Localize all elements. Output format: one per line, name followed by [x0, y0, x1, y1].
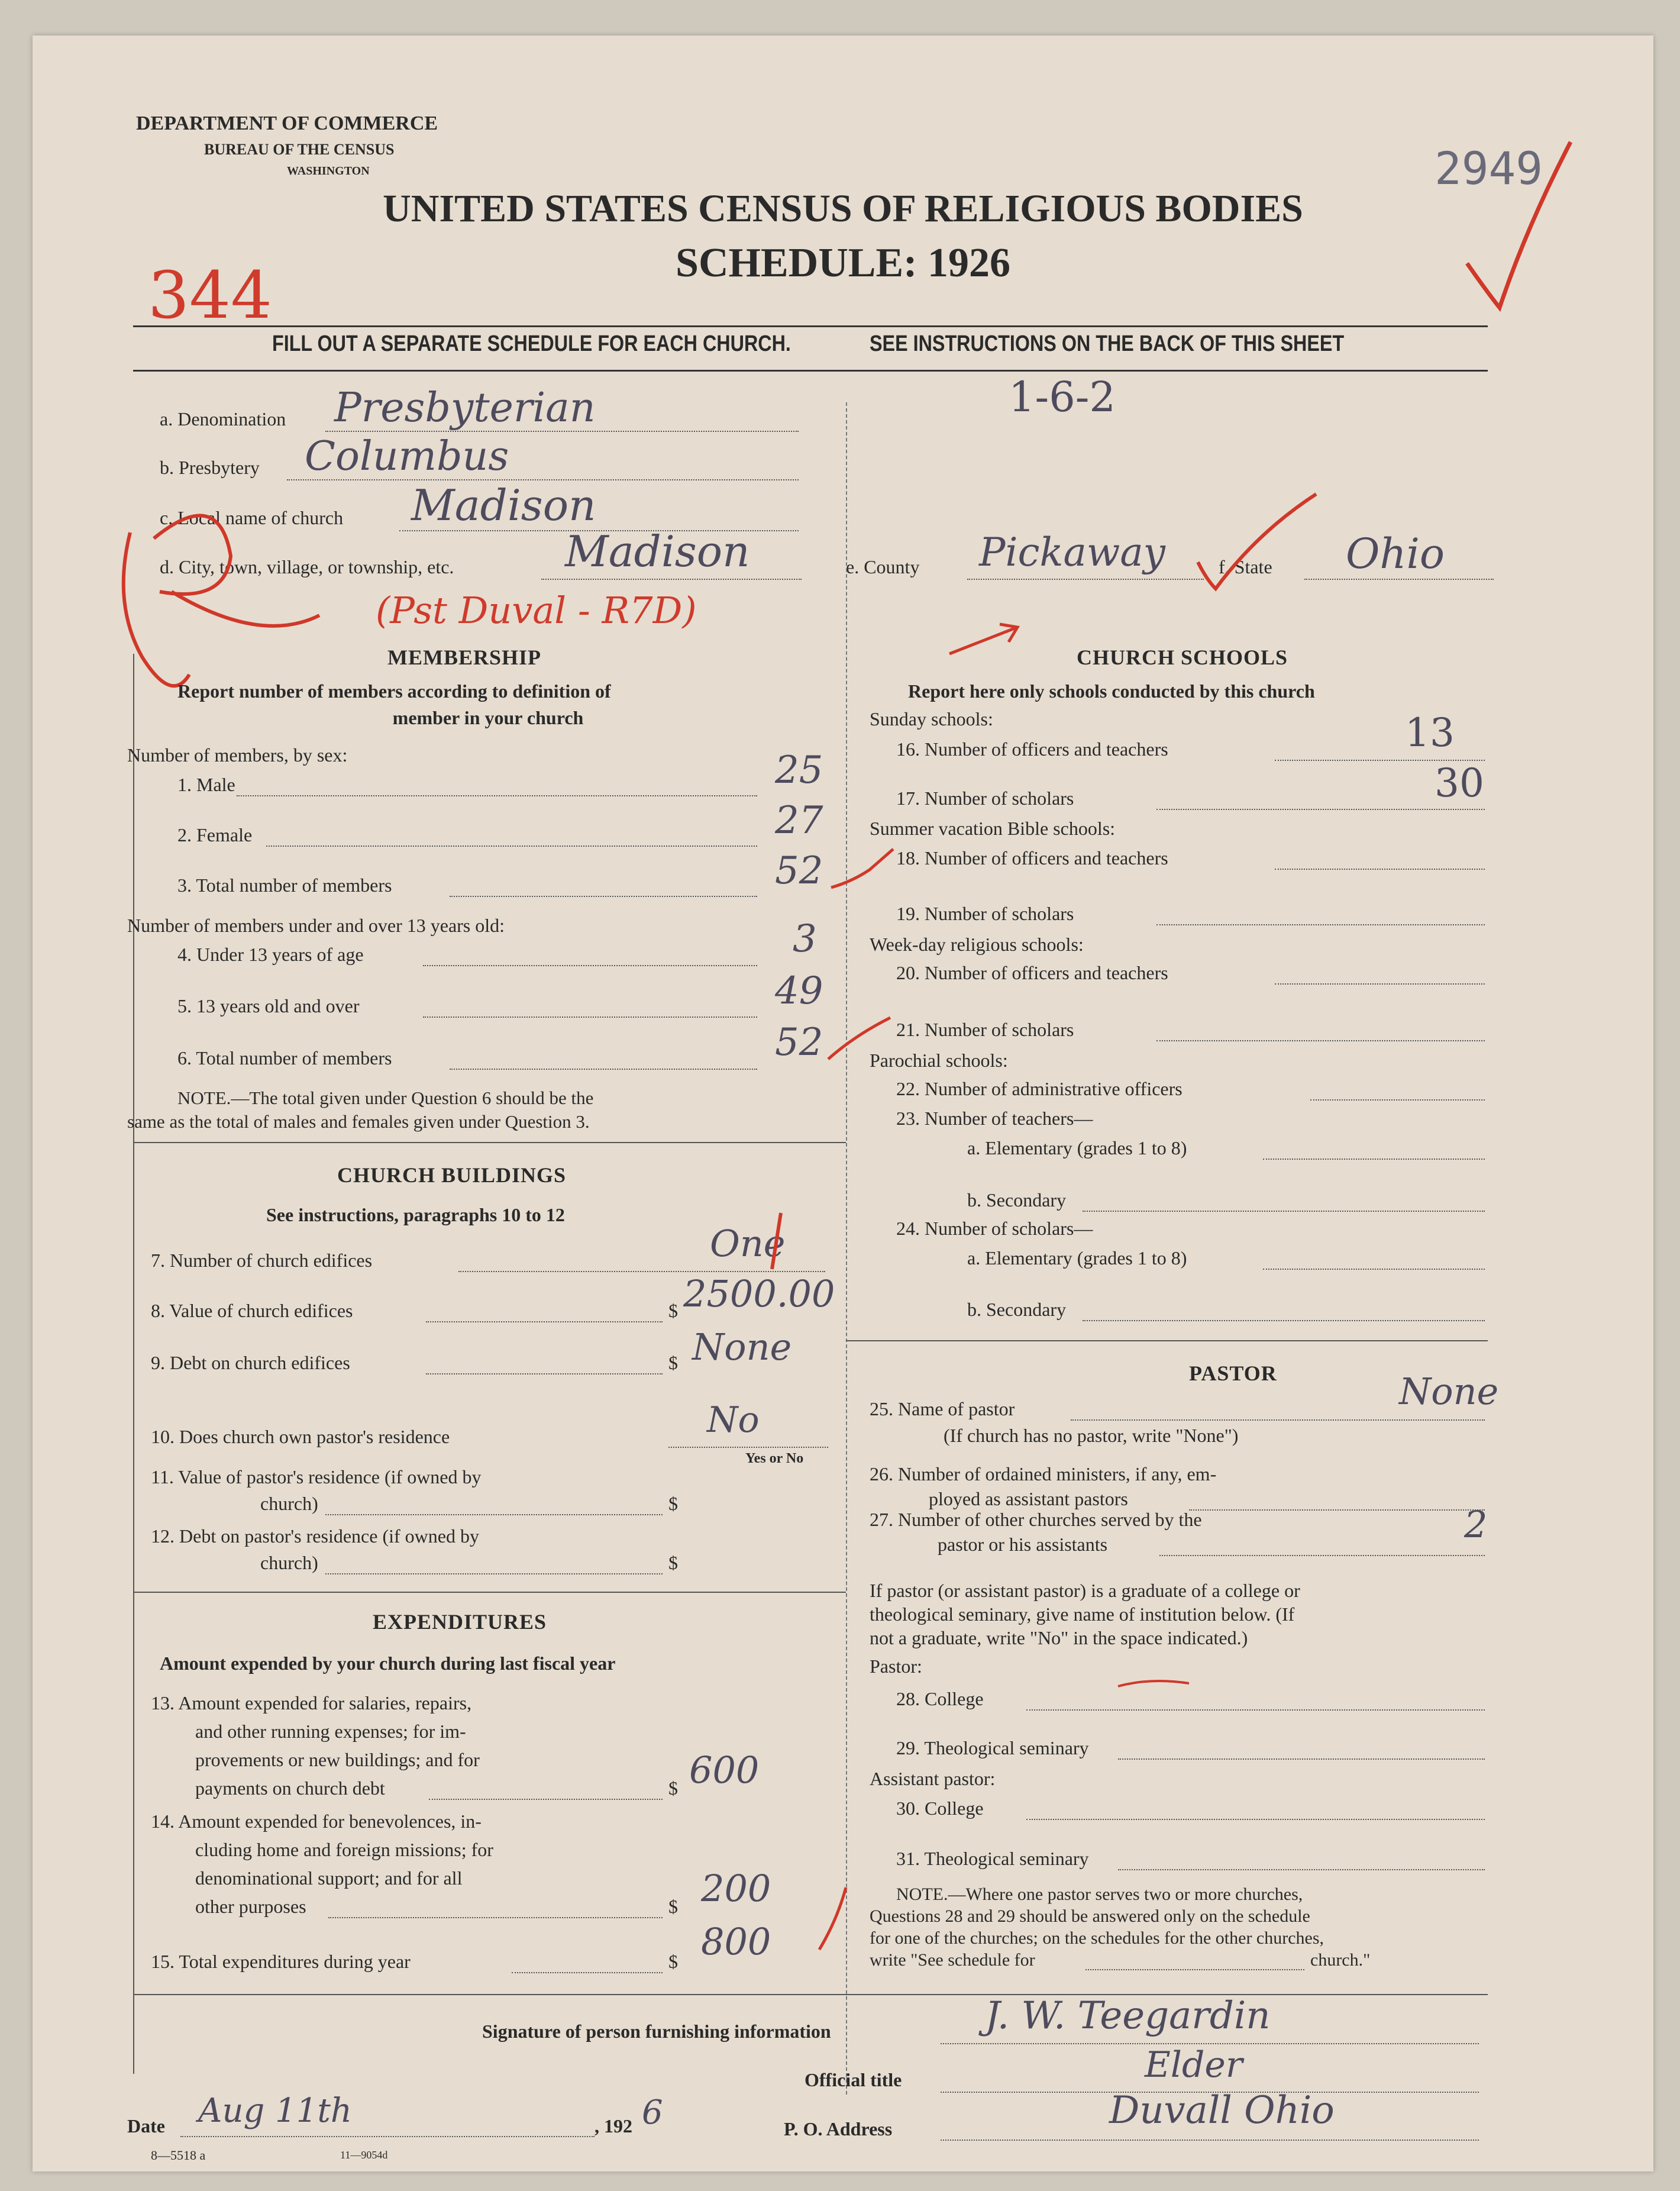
presbytery-label: b. Presbytery [160, 457, 260, 478]
q22-label: 22. Number of administrative officers [896, 1078, 1183, 1099]
members-by-sex-label: Number of members, by sex: [127, 744, 348, 766]
stamp-number: 2949 [1435, 142, 1543, 195]
pastor-note-1: NOTE.—Where one pastor serves two or more churches, [896, 1885, 1303, 1904]
q8-line [426, 1321, 663, 1322]
state-value[interactable]: Ohio [1346, 530, 1445, 578]
membership-intro-2: member in your church [392, 707, 584, 728]
q3-line [450, 896, 757, 897]
county-label: e. County [846, 556, 920, 577]
q27-label-1: 27. Number of other churches served by the [870, 1509, 1202, 1530]
q23a-label: a. Elementary (grades 1 to 8) [967, 1137, 1187, 1159]
q31-line [1118, 1869, 1485, 1870]
expenditures-subheading: Amount expended by your church during last fiscal year [160, 1653, 616, 1674]
city-line [541, 579, 802, 580]
city-value[interactable]: Madison [565, 527, 750, 576]
q15-dollar: $ [668, 1951, 678, 1972]
census-schedule-sheet [33, 36, 1653, 2171]
form-subtitle: SCHEDULE: 1926 [676, 240, 1010, 286]
q10-label: 10. Does church own pastor's residence [151, 1426, 450, 1447]
date-value[interactable]: Aug 11th [198, 2092, 352, 2130]
q14-dollar: $ [668, 1896, 678, 1917]
county-value[interactable]: Pickaway [979, 530, 1165, 575]
q9-dollar: $ [668, 1352, 678, 1373]
pastor-heading: PASTOR [1189, 1361, 1277, 1385]
q19-line [1156, 924, 1485, 925]
red-dash-q28 [1115, 1669, 1192, 1698]
left-frame [133, 654, 134, 2074]
q24a-line [1263, 1269, 1485, 1270]
q21-line [1156, 1040, 1485, 1041]
membership-heading: MEMBERSHIP [387, 646, 542, 669]
q18-label: 18. Number of officers and teachers [896, 847, 1168, 869]
q2-value[interactable]: 27 [775, 799, 823, 843]
q31-label: 31. Theological seminary [896, 1848, 1089, 1869]
denomination-label: a. Denomination [160, 408, 286, 430]
q3-label: 3. Total number of members [177, 875, 392, 896]
q27-label-2: pastor or his assistants [938, 1534, 1108, 1555]
q8-value[interactable]: 2500.00 [683, 1272, 835, 1315]
q11-label-2: church) [260, 1493, 318, 1514]
pastor-sublabel: Pastor: [870, 1656, 922, 1677]
q23b-line [1083, 1211, 1485, 1212]
q1-line [237, 795, 757, 796]
q28-label: 28. College [896, 1688, 984, 1709]
po-address-label: P. O. Address [784, 2118, 893, 2140]
q13-value[interactable]: 600 [689, 1748, 760, 1792]
q22-line [1310, 1099, 1485, 1101]
red-margin-annotation [106, 450, 402, 716]
q1-value[interactable]: 25 [775, 748, 823, 792]
q20-line [1275, 983, 1485, 985]
form-number: 8—5518 a [151, 2148, 206, 2163]
q12-label-1: 12. Debt on pastor's residence (if owned by [151, 1525, 479, 1547]
pastor-note-2: Questions 28 and 29 should be answered only on the schedule [870, 1906, 1310, 1926]
q24-label: 24. Number of scholars— [896, 1218, 1093, 1239]
q27-value[interactable]: 2 [1464, 1503, 1488, 1546]
q2-label: 2. Female [177, 824, 253, 846]
q13-label-4: payments on church debt [195, 1777, 385, 1799]
q13-line [429, 1799, 663, 1800]
q29-label: 29. Theological seminary [896, 1737, 1089, 1758]
header-bottom-rule [133, 370, 1488, 372]
bureau-name: BUREAU OF THE CENSUS [204, 141, 395, 158]
official-title-label: Official title [805, 2069, 902, 2090]
expenditures-heading: EXPENDITURES [373, 1610, 547, 1634]
red-arrow [946, 621, 1023, 657]
q5-value[interactable]: 49 [775, 969, 823, 1013]
q30-line [1026, 1819, 1485, 1820]
red-tick-q15 [813, 1885, 855, 1956]
schools-subheading: Report here only schools conducted by this church [908, 680, 1315, 702]
department-name: DEPARTMENT OF COMMERCE [136, 112, 438, 134]
q15-value[interactable]: 800 [701, 1920, 771, 1963]
q5-label: 5. 13 years old and over [177, 995, 360, 1017]
q11-line [325, 1514, 663, 1515]
q23a-line [1263, 1159, 1485, 1160]
signature-value[interactable]: J. W. Teegardin [985, 1994, 1271, 2038]
official-title-value[interactable]: Elder [1145, 2044, 1243, 2086]
bottom-divider [133, 1994, 1488, 1995]
q14-label-2: cluding home and foreign missions; for [195, 1839, 493, 1860]
q17-value[interactable]: 30 [1435, 760, 1484, 806]
buildings-heading: CHURCH BUILDINGS [337, 1163, 567, 1187]
q24b-label: b. Secondary [967, 1299, 1067, 1320]
q20-label: 20. Number of officers and teachers [896, 962, 1168, 983]
q1-label: 1. Male [177, 774, 235, 795]
instruction-left: FILL OUT A SEPARATE SCHEDULE FOR EACH CHURCH. [272, 331, 791, 356]
membership-intro-1: Report number of members according to definition of [177, 680, 611, 702]
q19-label: 19. Number of scholars [896, 903, 1074, 924]
q16-label: 16. Number of officers and teachers [896, 738, 1168, 760]
pastor-note-4: write "See schedule for [870, 1950, 1035, 1970]
city-name: WASHINGTON [287, 164, 370, 178]
form-title: UNITED STATES CENSUS OF RELIGIOUS BODIES [383, 187, 1303, 230]
state-line [1304, 579, 1494, 580]
q25-note: (If church has no pastor, write "None") [944, 1425, 1239, 1446]
members-by-age-label: Number of members under and over 13 years old: [127, 915, 505, 936]
q21-label: 21. Number of scholars [896, 1019, 1074, 1040]
red-tick-q3 [828, 846, 899, 923]
q10-value[interactable]: No [707, 1399, 760, 1441]
red-checkmark-county [1192, 491, 1322, 598]
q7-label: 7. Number of church edifices [151, 1250, 373, 1271]
q14-label-3: denominational support; and for all [195, 1867, 463, 1889]
q14-label-4: other purposes [195, 1896, 306, 1917]
schools-heading: CHURCH SCHOOLS [1077, 646, 1288, 669]
q12-dollar: $ [668, 1552, 678, 1573]
presbytery-value[interactable]: Columbus [305, 433, 509, 480]
q26-label-1: 26. Number of ordained ministers, if any, em- [870, 1463, 1217, 1485]
graduate-instruction-3: not a graduate, write "No" in the space indicated.) [870, 1627, 1248, 1648]
weekday-schools-label: Week-day religious schools: [870, 934, 1084, 955]
classification-code: 1-6-2 [1009, 373, 1116, 421]
church-name-value[interactable]: Madison [411, 480, 596, 530]
q27-line [1159, 1555, 1485, 1556]
q4-value[interactable]: 3 [793, 917, 817, 961]
parochial-schools-label: Parochial schools: [870, 1050, 1008, 1071]
red-note: (Pst Duval - R7D) [376, 589, 697, 632]
q11-label-1: 11. Value of pastor's residence (if owned by [151, 1466, 482, 1487]
pastor-note-line [1085, 1969, 1304, 1970]
q14-label-1: 14. Amount expended for benevolences, in- [151, 1811, 482, 1832]
q13-dollar: $ [668, 1777, 678, 1799]
buildings-subheading: See instructions, paragraphs 10 to 12 [266, 1204, 565, 1225]
sunday-schools-label: Sunday schools: [870, 708, 993, 730]
date-year-digit[interactable]: 6 [642, 2093, 663, 2132]
q11-dollar: $ [668, 1493, 678, 1514]
date-label: Date [127, 2115, 165, 2137]
pastor-note-3: for one of the churches; on the schedules for the other churches, [870, 1928, 1324, 1948]
header-top-rule [133, 325, 1488, 327]
q12-line [325, 1573, 663, 1574]
q15-line [512, 1972, 663, 1973]
q14-line [328, 1917, 663, 1918]
q13-label-2: and other running expenses; for im- [195, 1721, 466, 1742]
q7-value[interactable]: One [710, 1222, 786, 1265]
red-tick-q6 [825, 1012, 896, 1077]
q29-line [1118, 1758, 1485, 1760]
q9-value[interactable]: None [692, 1325, 792, 1369]
signature-label: Signature of person furnishing information [482, 2021, 831, 2042]
q24a-label: a. Elementary (grades 1 to 8) [967, 1247, 1187, 1269]
instruction-right: SEE INSTRUCTIONS ON THE BACK OF THIS SHEET [870, 331, 1345, 356]
q23b-label: b. Secondary [967, 1189, 1067, 1211]
state-label: f. State [1219, 556, 1272, 577]
q6-line [450, 1069, 757, 1070]
summer-schools-label: Summer vacation Bible schools: [870, 818, 1116, 839]
handwritten-number: 344 [148, 257, 272, 333]
print-number: 11—9054d [340, 2149, 388, 2161]
q14-value[interactable]: 200 [701, 1867, 771, 1910]
q6-value[interactable]: 52 [775, 1021, 823, 1064]
q25-value[interactable]: None [1399, 1370, 1499, 1413]
q26-label-2: ployed as assistant pastors [929, 1488, 1128, 1509]
yes-or-no-hint: Yes or No [745, 1451, 804, 1466]
q17-label: 17. Number of scholars [896, 788, 1074, 809]
county-line [967, 579, 1204, 580]
po-address-value[interactable]: Duvall Ohio [1109, 2089, 1335, 2132]
q8-label: 8. Value of church edifices [151, 1300, 353, 1321]
denomination-value[interactable]: Presbyterian [334, 385, 596, 431]
graduate-instruction-1: If pastor (or assistant pastor) is a graduate of a college or [870, 1580, 1300, 1601]
q13-label-1: 13. Amount expended for salaries, repairs, [151, 1692, 472, 1714]
city-label: d. City, town, village, or township, etc. [160, 556, 454, 577]
schools-divider [846, 1340, 1488, 1341]
q24b-line [1083, 1320, 1485, 1321]
membership-note-2: same as the total of males and females given under Question 3. [127, 1111, 590, 1132]
q5-line [423, 1017, 757, 1018]
date-line [180, 2136, 595, 2137]
q23-label: 23. Number of teachers— [896, 1108, 1093, 1129]
assistant-pastor-sublabel: Assistant pastor: [870, 1768, 996, 1789]
pastor-note-5: church." [1310, 1950, 1371, 1970]
q2-line [266, 846, 757, 847]
q6-label: 6. Total number of members [177, 1047, 392, 1069]
q26-line [1189, 1509, 1485, 1511]
q30-label: 30. College [896, 1798, 984, 1819]
q15-label: 15. Total expenditures during year [151, 1951, 411, 1972]
po-address-line [941, 2140, 1479, 2141]
date-year-prefix: , 192 [595, 2115, 632, 2137]
q25-label: 25. Name of pastor [870, 1398, 1015, 1419]
membership-divider [133, 1142, 846, 1143]
membership-note-1: NOTE.—The total given under Question 6 should be the [177, 1088, 594, 1108]
q25-line [1071, 1419, 1485, 1421]
q28-line [1026, 1709, 1485, 1711]
buildings-divider [133, 1592, 846, 1593]
q4-label: 4. Under 13 years of age [177, 944, 364, 965]
graduate-instruction-2: theological seminary, give name of institution below. (If [870, 1603, 1295, 1625]
q9-line [426, 1373, 663, 1374]
column-divider [846, 402, 847, 2095]
q4-line [423, 965, 757, 966]
q17-line [1156, 809, 1485, 810]
q16-value[interactable]: 13 [1405, 710, 1455, 756]
q18-line [1275, 869, 1485, 870]
church-name-label: c. Local name of church [160, 507, 344, 528]
q8-dollar: $ [668, 1300, 678, 1321]
q12-label-2: church) [260, 1552, 318, 1573]
q3-value[interactable]: 52 [775, 849, 823, 893]
red-tick-q7 [763, 1210, 810, 1275]
q10-line [668, 1447, 828, 1448]
q13-label-3: provements or new buildings; and for [195, 1749, 480, 1770]
q9-label: 9. Debt on church edifices [151, 1352, 350, 1373]
